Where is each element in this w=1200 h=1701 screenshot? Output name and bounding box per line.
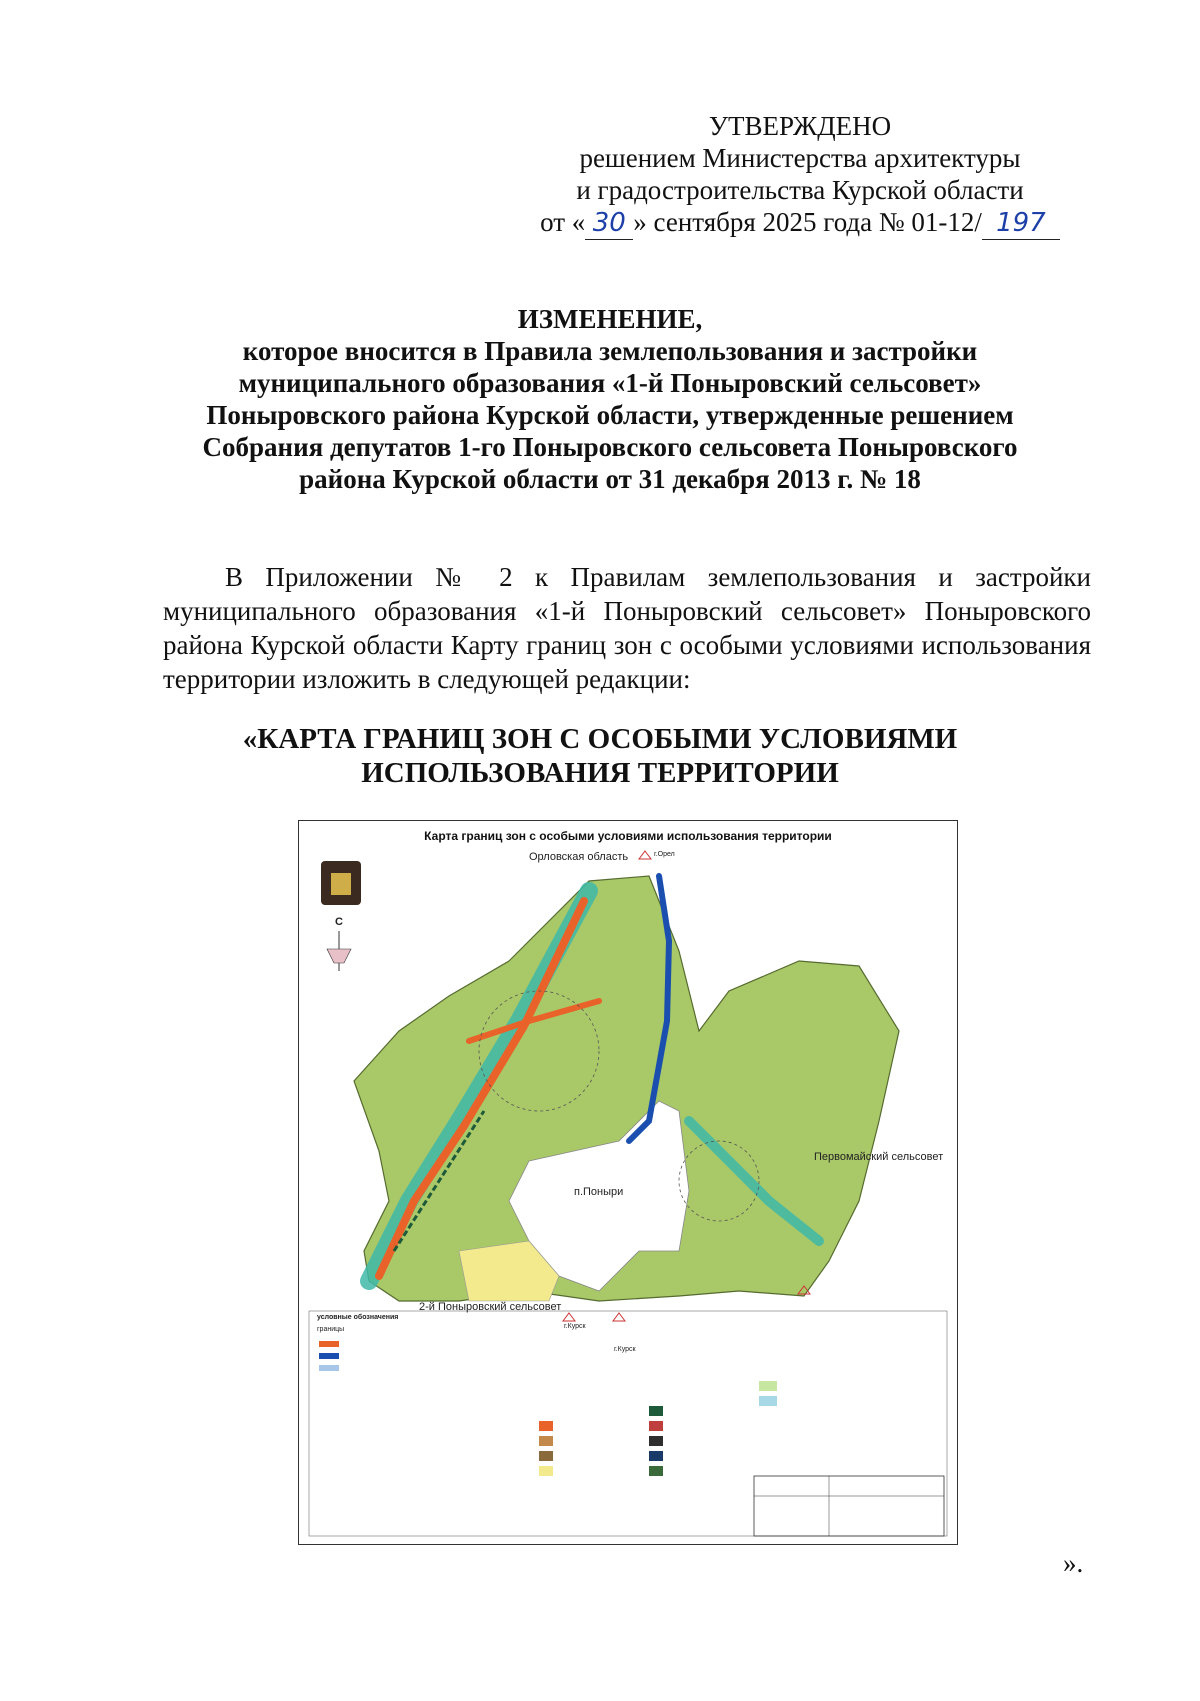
label-orel-city: г.Орел — [654, 851, 675, 858]
legend-swatch-14 — [759, 1396, 777, 1406]
handwritten-number: 197 — [982, 207, 1060, 240]
legend-swatch-4 — [539, 1421, 553, 1431]
coat-of-arms-icon — [321, 861, 361, 905]
legend-swatch-6 — [539, 1451, 553, 1461]
map-heading — [200, 722, 1000, 790]
legend-swatch-1 — [319, 1341, 339, 1347]
direction-marker-north — [639, 851, 651, 859]
map-heading-line-1: «КАРТА ГРАНИЦ ЗОН С ОСОБЫМИ УСЛОВИЯМИ — [242, 723, 958, 755]
date-middle: » сентября 2025 года № 01-12/ — [633, 207, 982, 237]
map-caption: Карта границ зон с особыми условиями использования территории — [424, 829, 832, 843]
legend-swatch-12 — [649, 1466, 663, 1476]
title-line-1: ИЗМЕНЕНИЕ, — [517, 304, 703, 334]
legend-swatch-5 — [539, 1436, 553, 1446]
approval-block — [500, 110, 1100, 240]
legend-swatch-10 — [649, 1436, 663, 1446]
approval-line-ministry: решением Министерства архитектуры — [579, 143, 1021, 173]
label-kursk-1: г.Курск — [564, 1323, 586, 1330]
legend-swatch-7 — [539, 1466, 553, 1476]
legend-swatch-2 — [319, 1353, 339, 1359]
closing-quote: ». — [1063, 1548, 1084, 1578]
compass-label: С — [335, 916, 343, 928]
approval-date-line — [500, 206, 1100, 240]
map-heading-line-2: ИСПОЛЬЗОВАНИЯ ТЕРРИТОРИИ — [361, 757, 839, 789]
legend-borders: границы — [317, 1326, 345, 1333]
body-paragraph: В Приложении № 2 к Правилам землепользования и застройки муниципального образования «1-й Поныровский сельсовет» Поныровского района Курской области Карту границ зон с особыми условиями использования территории изложить в следующей редакции: — [163, 562, 1091, 694]
legend-swatch-9 — [649, 1421, 663, 1431]
legend-swatch-8 — [649, 1406, 663, 1416]
approval-heading: УТВЕРЖДЕНО — [708, 111, 892, 141]
title-line-3: муниципального образования «1-й Поныровский сельсовет» — [238, 368, 982, 398]
approval-line-region: и градостроительства Курской области — [576, 175, 1024, 205]
title-line-6: района Курской области от 31 декабря 2013 г. № 18 — [299, 464, 921, 494]
document-title — [160, 303, 1060, 495]
title-line-5: Собрания депутатов 1-го Поныровского сельсовета Поныровского — [202, 432, 1018, 462]
legend-swatch-11 — [649, 1451, 663, 1461]
label-second-ponyri: 2-й Поныровский сельсовет — [419, 1301, 562, 1313]
map-graphic — [299, 821, 957, 1544]
label-ponyri: п.Поныри — [574, 1186, 624, 1198]
legend-swatch-3 — [319, 1365, 339, 1371]
handwritten-day: 30 — [585, 207, 633, 240]
label-orel-region: Орловская область — [529, 851, 629, 863]
zone-map-figure — [298, 820, 958, 1545]
title-line-4: Поныровского района Курской области, утвержденные решением — [206, 400, 1014, 430]
compass-icon — [327, 931, 351, 971]
legend-swatch-13 — [759, 1381, 777, 1391]
legend-area — [309, 1311, 947, 1536]
date-prefix: от « — [540, 207, 586, 237]
label-kursk-2: г.Курск — [614, 1346, 636, 1353]
label-pervomaysky: Первомайский сельсовет — [814, 1151, 944, 1163]
legend-title: условные обозначения — [317, 1314, 399, 1321]
title-line-2: которое вносится в Правила землепользования и застройки — [242, 336, 978, 366]
